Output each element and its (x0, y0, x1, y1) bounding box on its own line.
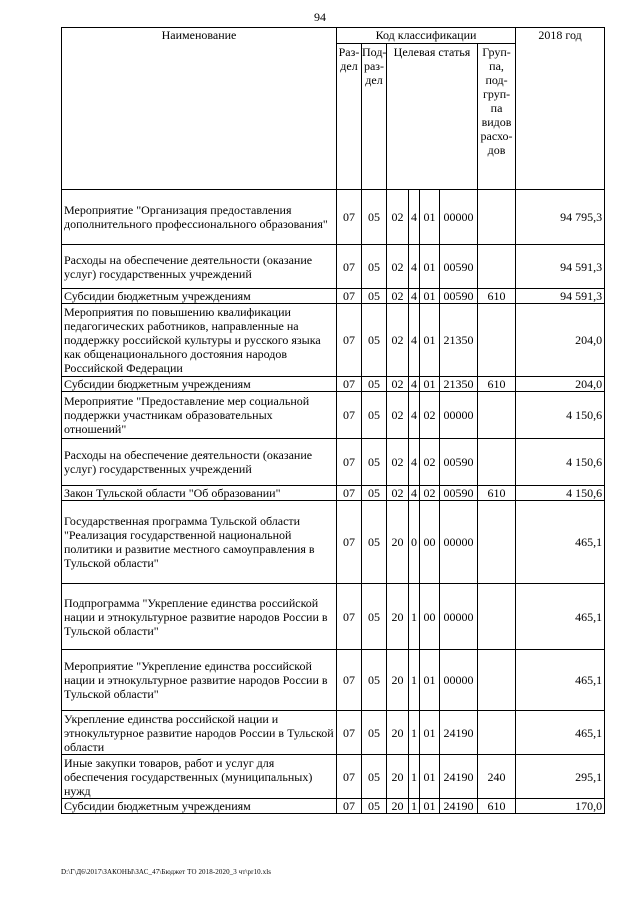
row-target-event: 01 (420, 799, 440, 814)
row-amount: 4 150,6 (516, 486, 605, 501)
row-name: Иные закупки товаров, работ и услуг для обеспечения государственных (муниципальных) нужд (62, 755, 337, 799)
row-target-subprogram: 1 (409, 584, 420, 650)
row-target-direction: 21350 (440, 304, 478, 377)
row-name: Подпрограмма "Укрепление единства российской нации и этнокультурное развитие народов России в Тульской области" (62, 584, 337, 650)
row-section: 07 (337, 439, 362, 486)
row-target-subprogram: 4 (409, 392, 420, 439)
row-subsection: 05 (362, 711, 387, 755)
row-target-event: 01 (420, 289, 440, 304)
row-section: 07 (337, 650, 362, 711)
row-target-program: 20 (387, 501, 409, 584)
row-target-subprogram: 0 (409, 501, 420, 584)
row-expense-group (478, 439, 516, 486)
row-target-direction: 00000 (440, 392, 478, 439)
row-target-event: 02 (420, 486, 440, 501)
row-target-program: 02 (387, 289, 409, 304)
row-target-subprogram: 1 (409, 799, 420, 814)
row-expense-group (478, 304, 516, 377)
table-row (62, 584, 605, 650)
row-expense-group: 610 (478, 289, 516, 304)
header-year: 2018 год (516, 28, 605, 190)
row-target-subprogram: 4 (409, 289, 420, 304)
row-subsection: 05 (362, 377, 387, 392)
row-target-subprogram: 1 (409, 755, 420, 799)
table-row (62, 650, 605, 711)
table-row (62, 439, 605, 486)
row-section: 07 (337, 245, 362, 289)
row-target-direction: 00590 (440, 289, 478, 304)
row-target-direction: 00000 (440, 650, 478, 711)
row-amount: 295,1 (516, 755, 605, 799)
header-target-item: Целевая статья (387, 44, 478, 190)
row-section: 07 (337, 799, 362, 814)
table-row (62, 486, 605, 501)
row-amount: 94 591,3 (516, 245, 605, 289)
table-row (62, 245, 605, 289)
row-expense-group: 610 (478, 486, 516, 501)
row-expense-group (478, 245, 516, 289)
row-target-subprogram: 4 (409, 439, 420, 486)
row-target-subprogram: 4 (409, 486, 420, 501)
row-target-direction: 00590 (440, 439, 478, 486)
row-expense-group: 240 (478, 755, 516, 799)
row-expense-group (478, 501, 516, 584)
row-amount: 465,1 (516, 650, 605, 711)
row-target-event: 01 (420, 190, 440, 245)
row-section: 07 (337, 304, 362, 377)
row-subsection: 05 (362, 650, 387, 711)
row-name: Расходы на обеспечение деятельности (оказание услуг) государственных учреждений (62, 245, 337, 289)
row-expense-group (478, 190, 516, 245)
row-target-event: 01 (420, 304, 440, 377)
row-subsection: 05 (362, 245, 387, 289)
row-subsection: 05 (362, 190, 387, 245)
footer-file-path: D:\Г\Д6\2017\ЗАКОНЫ\ЗАС_47\Бюджет ТО 2018-2020_3 чт\pr10.xls (61, 868, 272, 876)
row-name: Субсидии бюджетным учреждениям (62, 799, 337, 814)
table-row (62, 190, 605, 245)
row-target-direction: 00590 (440, 245, 478, 289)
row-name: Мероприятие "Организация предоставления дополнительного профессионального образования" (62, 190, 337, 245)
row-expense-group (478, 584, 516, 650)
row-amount: 94 795,3 (516, 190, 605, 245)
row-section: 07 (337, 289, 362, 304)
row-target-event: 02 (420, 439, 440, 486)
row-target-event: 01 (420, 711, 440, 755)
row-subsection: 05 (362, 799, 387, 814)
row-name: Субсидии бюджетным учреждениям (62, 377, 337, 392)
row-name: Расходы на обеспечение деятельности (оказание услуг) государственных учреждений (62, 439, 337, 486)
row-target-program: 02 (387, 486, 409, 501)
row-name: Мероприятие "Укрепление единства российской нации и этнокультурное развитие народов России в Тульской области" (62, 650, 337, 711)
row-target-direction: 00000 (440, 584, 478, 650)
row-target-program: 20 (387, 755, 409, 799)
row-expense-group: 610 (478, 799, 516, 814)
row-amount: 170,0 (516, 799, 605, 814)
row-target-subprogram: 1 (409, 711, 420, 755)
row-section: 07 (337, 392, 362, 439)
row-target-direction: 00590 (440, 486, 478, 501)
row-target-direction: 24190 (440, 755, 478, 799)
row-target-subprogram: 4 (409, 304, 420, 377)
row-target-direction: 00000 (440, 190, 478, 245)
row-section: 07 (337, 190, 362, 245)
row-amount: 204,0 (516, 304, 605, 377)
header-classification: Код классификации (337, 28, 516, 44)
row-subsection: 05 (362, 584, 387, 650)
table-row (62, 377, 605, 392)
header-subsection: Под- раз- дел (362, 44, 387, 190)
table-row (62, 711, 605, 755)
row-amount: 465,1 (516, 584, 605, 650)
row-subsection: 05 (362, 304, 387, 377)
row-amount: 204,0 (516, 377, 605, 392)
row-name: Укрепление единства российской нации и этнокультурное развитие народов России в Тульской области (62, 711, 337, 755)
row-name: Государственная программа Тульской области "Реализация государственной национальной политики и развитие местного самоуправления в Тульской области" (62, 501, 337, 584)
row-target-direction: 21350 (440, 377, 478, 392)
row-target-event: 01 (420, 650, 440, 711)
row-target-program: 02 (387, 392, 409, 439)
row-target-event: 02 (420, 392, 440, 439)
row-expense-group (478, 650, 516, 711)
row-target-subprogram: 4 (409, 245, 420, 289)
budget-table (61, 27, 605, 814)
row-expense-group (478, 711, 516, 755)
table-row (62, 501, 605, 584)
row-section: 07 (337, 755, 362, 799)
page-number: 94 (314, 10, 326, 24)
row-target-direction: 24190 (440, 711, 478, 755)
table-row (62, 392, 605, 439)
row-subsection: 05 (362, 501, 387, 584)
row-name: Субсидии бюджетным учреждениям (62, 289, 337, 304)
row-subsection: 05 (362, 392, 387, 439)
row-target-subprogram: 1 (409, 650, 420, 711)
row-target-event: 01 (420, 377, 440, 392)
row-subsection: 05 (362, 289, 387, 304)
row-name: Мероприятие "Предоставление мер социальной поддержки участникам образовательных отношений" (62, 392, 337, 439)
row-target-direction: 24190 (440, 799, 478, 814)
row-target-program: 02 (387, 304, 409, 377)
header-section: Раз- дел (337, 44, 362, 190)
row-expense-group (478, 392, 516, 439)
row-amount: 465,1 (516, 711, 605, 755)
row-target-program: 02 (387, 439, 409, 486)
row-target-subprogram: 4 (409, 377, 420, 392)
row-target-program: 02 (387, 245, 409, 289)
row-subsection: 05 (362, 755, 387, 799)
row-target-subprogram: 4 (409, 190, 420, 245)
row-target-program: 20 (387, 650, 409, 711)
row-target-event: 00 (420, 501, 440, 584)
row-amount: 4 150,6 (516, 439, 605, 486)
row-amount: 94 591,3 (516, 289, 605, 304)
row-section: 07 (337, 501, 362, 584)
table-row (62, 289, 605, 304)
row-target-direction: 00000 (440, 501, 478, 584)
row-target-program: 20 (387, 584, 409, 650)
header-expense-group: Груп- па, под- груп- па видов расхо- дов (478, 44, 516, 190)
row-section: 07 (337, 486, 362, 501)
row-target-event: 01 (420, 245, 440, 289)
row-amount: 4 150,6 (516, 392, 605, 439)
row-section: 07 (337, 711, 362, 755)
header-name: Наименование (62, 28, 337, 190)
row-target-program: 20 (387, 711, 409, 755)
table-row (62, 755, 605, 799)
row-expense-group: 610 (478, 377, 516, 392)
row-target-program: 02 (387, 190, 409, 245)
row-target-program: 20 (387, 799, 409, 814)
table-row (62, 304, 605, 377)
row-name: Мероприятия по повышению квалификации педагогических работников, направленные на поддержку российской культуры и русского языка как общенационального достояния народов Российской Федерации (62, 304, 337, 377)
row-target-program: 02 (387, 377, 409, 392)
row-target-event: 01 (420, 755, 440, 799)
row-target-event: 00 (420, 584, 440, 650)
row-section: 07 (337, 377, 362, 392)
row-name: Закон Тульской области "Об образовании" (62, 486, 337, 501)
table-row (62, 799, 605, 814)
row-amount: 465,1 (516, 501, 605, 584)
row-subsection: 05 (362, 486, 387, 501)
row-section: 07 (337, 584, 362, 650)
row-subsection: 05 (362, 439, 387, 486)
